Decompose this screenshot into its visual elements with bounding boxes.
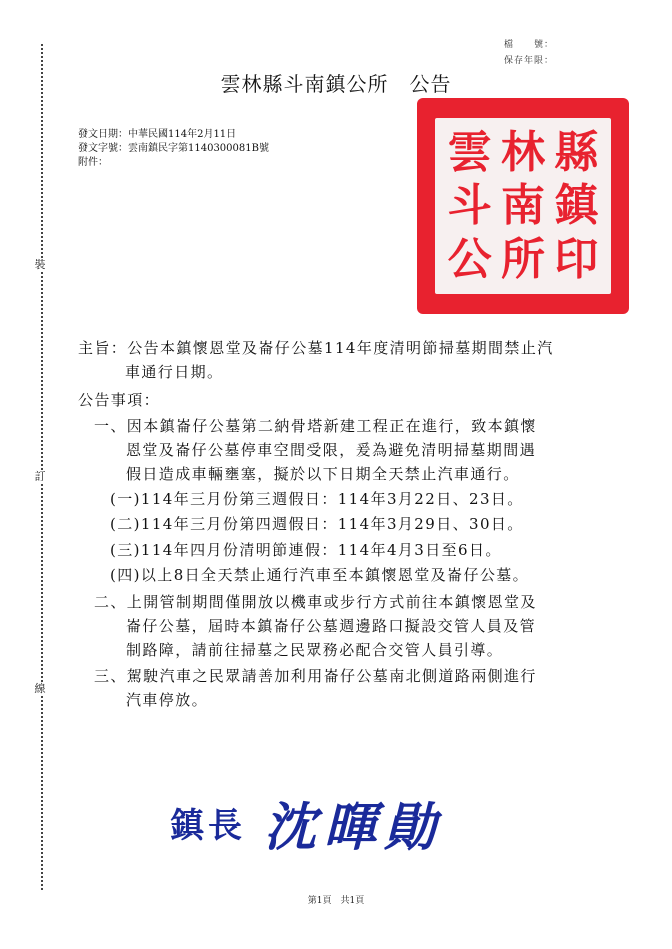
item-3-line: 汽車停放。: [126, 691, 209, 709]
subject-line: 主旨：公告本鎮懷恩堂及崙仔公墓114年度清明節掃墓期間禁止汽: [78, 339, 554, 357]
binding-mark-xian: 線: [34, 682, 46, 695]
seal-char: 所: [500, 233, 545, 285]
seal-char: 雲: [447, 127, 492, 178]
sub-item: (二)114年三月份第四週假日：114年3月29日、30日。: [110, 515, 524, 533]
notice-items-heading: 公告事項：: [78, 391, 161, 409]
page-title: 雲林縣斗南鎮公所 公告: [220, 72, 452, 96]
issue-date: 發文日期：中華民國114年2月11日: [78, 129, 237, 140]
attachment-label: 附件：: [78, 157, 108, 168]
binding-line: [41, 44, 43, 890]
seal-char: 斗: [447, 180, 492, 232]
binding-mark-ding: 訂: [34, 470, 46, 483]
retention-label: 保存年限：: [503, 56, 554, 66]
reference-number: 發文字號：雲南鎮民字第1140300081B號: [78, 143, 269, 154]
item-1-line: 一、因本鎮崙仔公墓第二納骨塔新建工程正在進行，致本鎮懷: [94, 417, 537, 435]
item-3-line: 三、駕駛汽車之民眾請善加利用崙仔公墓南北側道路兩側進行: [94, 667, 537, 685]
seal-char: 印: [554, 233, 599, 285]
seal-char: 林: [500, 127, 545, 178]
item-2-line: 崙仔公墓，屆時本鎮崙仔公墓週邊路口擬設交管人員及管: [126, 617, 537, 635]
item-1-line: 恩堂及崙仔公墓停車空間受限，爰為避免清明掃墓期間遇: [126, 441, 537, 459]
file-number-label: 檔 號：: [503, 40, 554, 50]
sub-item: (四)以上8日全天禁止通行汽車至本鎮懷恩堂及崙仔公墓。: [110, 566, 530, 584]
sub-item: (三)114年四月份清明節連假：114年4月3日至6日。: [110, 541, 502, 559]
binding-mark-zhuang: 裝: [34, 258, 46, 271]
seal-char: 縣: [554, 127, 599, 178]
signature-block: [170, 782, 444, 862]
subject-line: 車通行日期。: [125, 363, 224, 381]
signature-title: 鎮長: [170, 805, 246, 846]
official-seal: [417, 98, 629, 314]
seal-char: 鎮: [554, 180, 599, 232]
signature-name: 沈暉勛: [264, 796, 445, 858]
item-2-line: 二、上開管制期間僅開放以機車或步行方式前往本鎮懷恩堂及: [94, 593, 537, 611]
item-2-line: 制路障，請前往掃墓之民眾務必配合交管人員引導。: [126, 641, 504, 659]
page-number: 第1頁 共1頁: [307, 896, 365, 906]
seal-char: 公: [447, 233, 492, 285]
seal-char: 南: [500, 180, 545, 232]
item-1-line: 假日造成車輛壅塞，擬於以下日期全天禁止汽車通行。: [126, 465, 520, 483]
sub-item: (一)114年三月份第三週假日：114年3月22日、23日。: [110, 490, 524, 508]
